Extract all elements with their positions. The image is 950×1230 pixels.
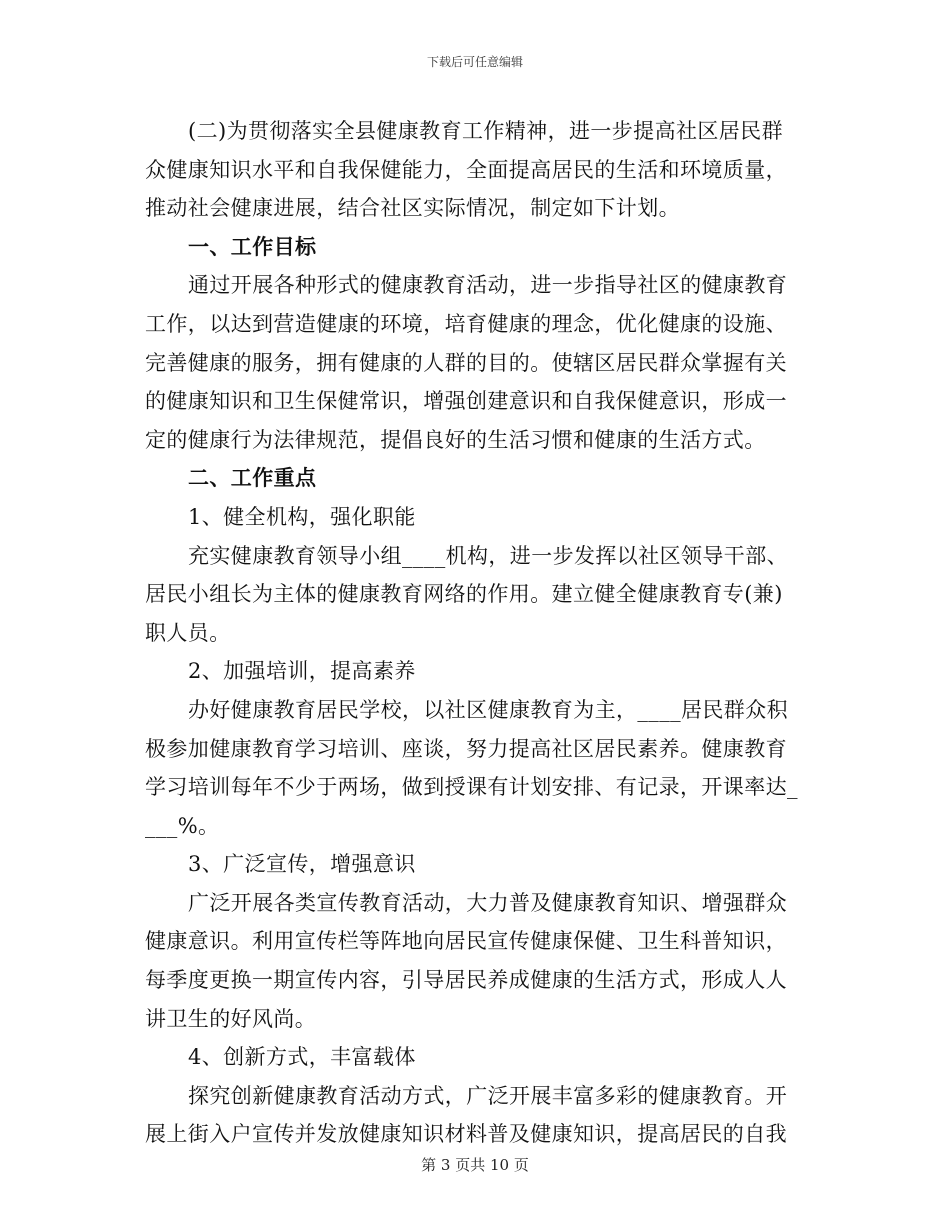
- text-line: 1、健全机构，强化职能: [188, 504, 416, 529]
- text-line: 通过开展各种形式的健康教育活动，进一步指导社区的健康教育: [188, 273, 788, 298]
- text-line: 探究创新健康教育活动方式，广泛开展丰富多彩的健康教育。开: [188, 1083, 788, 1108]
- text-line: 办好健康教育居民学校，以社区健康教育为主，____居民群众积: [188, 697, 788, 722]
- section-heading: 二、工作重点: [188, 465, 317, 491]
- page-footer: 第 3 页共 10 页: [421, 1156, 529, 1174]
- text-line: 工作，以达到营造健康的环境，培育健康的理念，优化健康的设施、: [145, 311, 787, 336]
- text-line: 展上街入户宣传并发放健康知识材料普及健康知识，提高居民的自我: [145, 1122, 787, 1147]
- text-line: 职人员。: [145, 620, 231, 645]
- text-line: 4、创新方式，丰富载体: [188, 1045, 416, 1070]
- text-line: 的健康知识和卫生保健常识，增强创建意识和自我保健意识，形成一: [145, 389, 787, 414]
- text-line: 健康意识。利用宣传栏等阵地向居民宣传健康保健、卫生科普知识，: [145, 929, 787, 954]
- text-line: 定的健康行为法律规范，提倡良好的生活习惯和健康的生活方式。: [145, 427, 766, 452]
- text-line: (二)为贯彻落实全县健康教育工作精神，进一步提高社区居民群: [188, 119, 783, 143]
- text-line: 居民小组长为主体的健康教育网络的作用。建立健全健康教育专(兼): [145, 582, 783, 607]
- text-line: 每季度更换一期宣传内容，引导居民养成健康的生活方式，形成人人: [145, 968, 787, 993]
- text-line: 众健康知识水平和自我保健能力，全面提高居民的生活和环境质量，: [145, 157, 787, 182]
- text-line: 推动社会健康进展，结合社区实际情况，制定如下计划。: [145, 196, 680, 221]
- text-line: 2、加强培训，提高素养: [188, 659, 416, 684]
- text-line: 讲卫生的好风尚。: [145, 1006, 317, 1031]
- text-line: 广泛开展各类宣传教育活动，大力普及健康教育知识、增强群众: [188, 890, 788, 915]
- text-line: 学习培训每年不少于两场，做到授课有计划安排、有记录，开课率达_: [145, 775, 798, 800]
- text-line: ___%。: [145, 813, 220, 838]
- page-header: 下载后可任意编辑: [426, 55, 523, 69]
- text-line: 3、广泛宣传，增强意识: [188, 852, 416, 877]
- text-line: 充实健康教育领导小组____机构，进一步发挥以社区领导干部、: [188, 543, 788, 568]
- section-heading: 一、工作目标: [188, 233, 317, 259]
- document-body: [145, 112, 805, 1154]
- text-line: 完善健康的服务，拥有健康的人群的目的。使辖区居民群众掌握有关: [145, 350, 787, 375]
- text-line: 极参加健康教育学习培训、座谈，努力提高社区居民素养。健康教育: [145, 736, 787, 761]
